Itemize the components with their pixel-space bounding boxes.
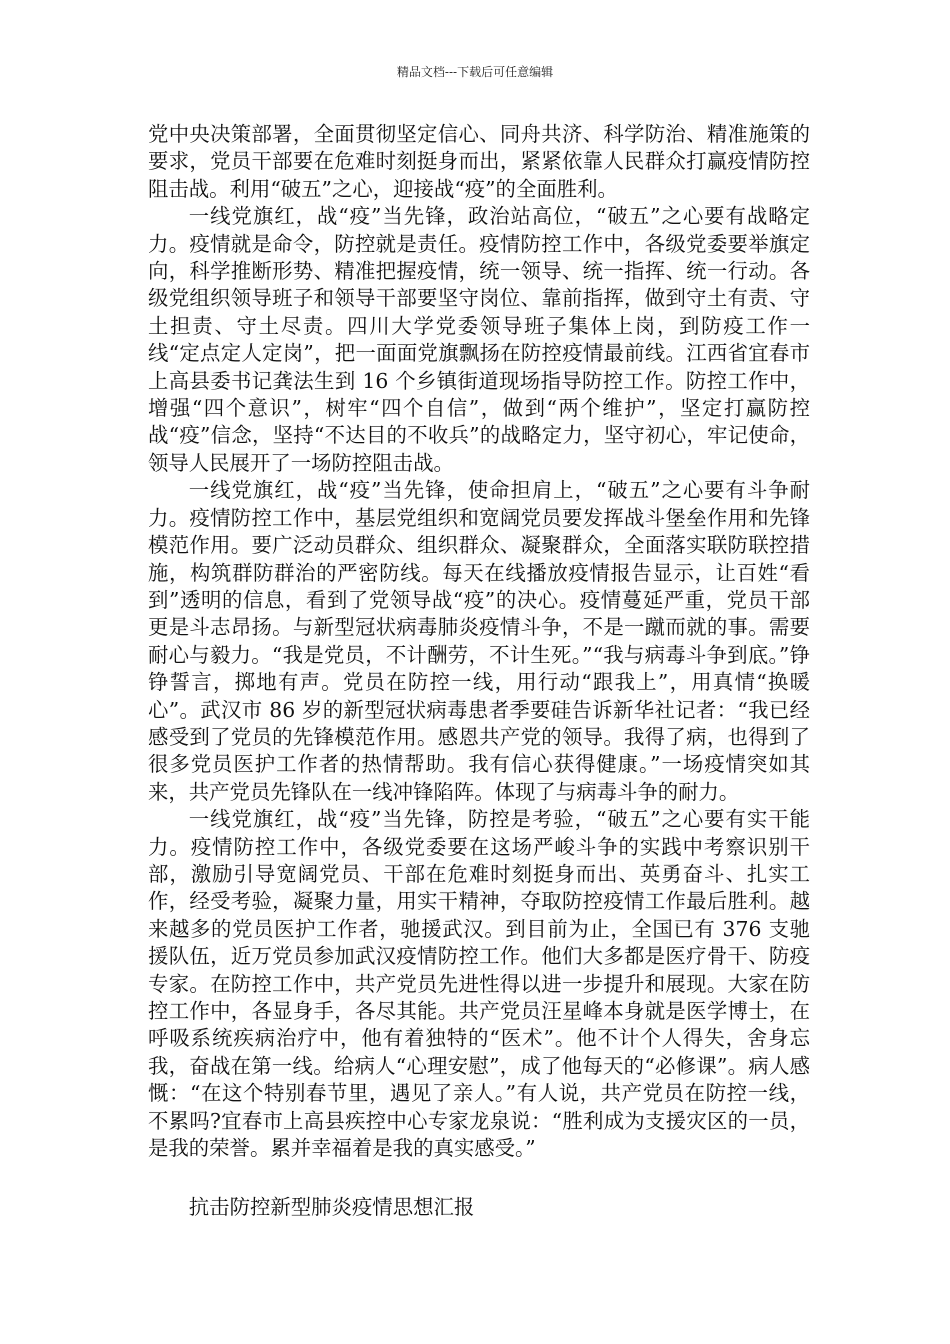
paragraph-1: 党中央决策部署，全面贯彻坚定信心、同舟共济、科学防治、精准施策的要求，党员干部要在危难时刻挺身而出，紧紧依靠人民群众打赢疫情防控阻击战。利用“破五”之心，迎接战“疫”的全面胜利。 [148, 122, 810, 201]
paragraph-3: 一线党旗红，战“疫”当先锋，使命担肩上，“破五”之心要有斗争耐力。疫情防控工作中，基层党组织和宽阔党员要发挥战斗堡垒作用和先锋模范作用。要广泛动员群众、组织群众、凝聚群众，全面落实联防联控措施，构筑群防群治的严密防线。每天在线播放疫情报告显示，让百姓“看到”透明的信息，看到了党领导战“疫”的决心。疫情蔓延严重，党员干部更是斗志昂扬。与新型冠状病毒肺炎疫情斗争，不是一蹴而就的事。需要耐心与毅力。“我是党员，不计酬劳，不计生死。”“我与病毒斗争到底。”铮铮誓言，掷地有声。党员在防控一线，用行动“跟我上”，用真情“换暖心”。武汉市 86 岁的新型冠状病毒患者季要硅告诉新华社记者：“我已经感受到了党员的先锋模范作用。感恩共产党的领导。我得了病，也得到了很多党员医护工作者的热情帮助。我有信心获得健康。”一场疫情突如其来，共产党员先锋队在一线冲锋陷阵。体现了与病毒斗争的耐力。 [148, 478, 810, 804]
document-body [148, 121, 810, 1162]
paragraph-2: 一线党旗红，战“疫”当先锋，政治站高位，“破五”之心要有战略定力。疫情就是命令，防控就是责任。疫情防控工作中，各级党委要举旗定向，科学推断形势、精准把握疫情，统一领导、统一指挥、统一行动。各级党组织领导班子和领导干部要坚守岗位、靠前指挥，做到守土有责、守土担责、守土尽责。四川大学党委领导班子集体上岗，到防疫工作一线“定点定人定岗”，把一面面党旗飘扬在防控疫情最前线。江西省宜春市上高县委书记龚法生到 16 个乡镇街道现场指导防控工作。防控工作中，增强“四个意识”，树牢“四个自信”，做到“两个维护”，坚定打赢防控战“疫”信念，坚持“不达目的不收兵”的战略定力，坚守初心，牢记使命，领导人民展开了一场防控阻击战。 [148, 204, 810, 475]
paragraph-4: 一线党旗红，战“疫”当先锋，防控是考验，“破五”之心要有实干能力。疫情防控工作中，各级党委要在这场严峻斗争的实践中考察识别干部，激励引导宽阔党员、干部在危难时刻挺身而出、英勇奋斗、扎实工作，经受考验，凝聚力量，用实干精神，夺取防控疫情工作最后胜利。越来越多的党员医护工作者，驰援武汉。到目前为止，全国已有 376 支驰援队伍，近万党员参加武汉疫情防控工作。他们大多都是医疗骨干、防疫专家。在防控工作中，共产党员先进性得以进一步提升和展现。大家在防控工作中，各显身手，各尽其能。共产党员汪星峰本身就是医学博士，在呼吸系统疾病治疗中，他有着独特的“医术”。他不计个人得失，舍身忘我，奋战在第一线。给病人“心理安慰”，成了他每天的“必修课”。病人感慨：“在这个特别春节里，遇见了亲人。”有人说，共产党员在防控一线，不累吗?宜春市上高县疾控中心专家龙泉说：“胜利成为支援灾区的一员，是我的荣誉。累并幸福着是我的真实感受。” [148, 807, 810, 1161]
page-header: 精品文档---下载后可任意编辑 [396, 65, 554, 79]
closing-title: 抗击防控新型肺炎疫情思想汇报 [188, 1195, 475, 1219]
